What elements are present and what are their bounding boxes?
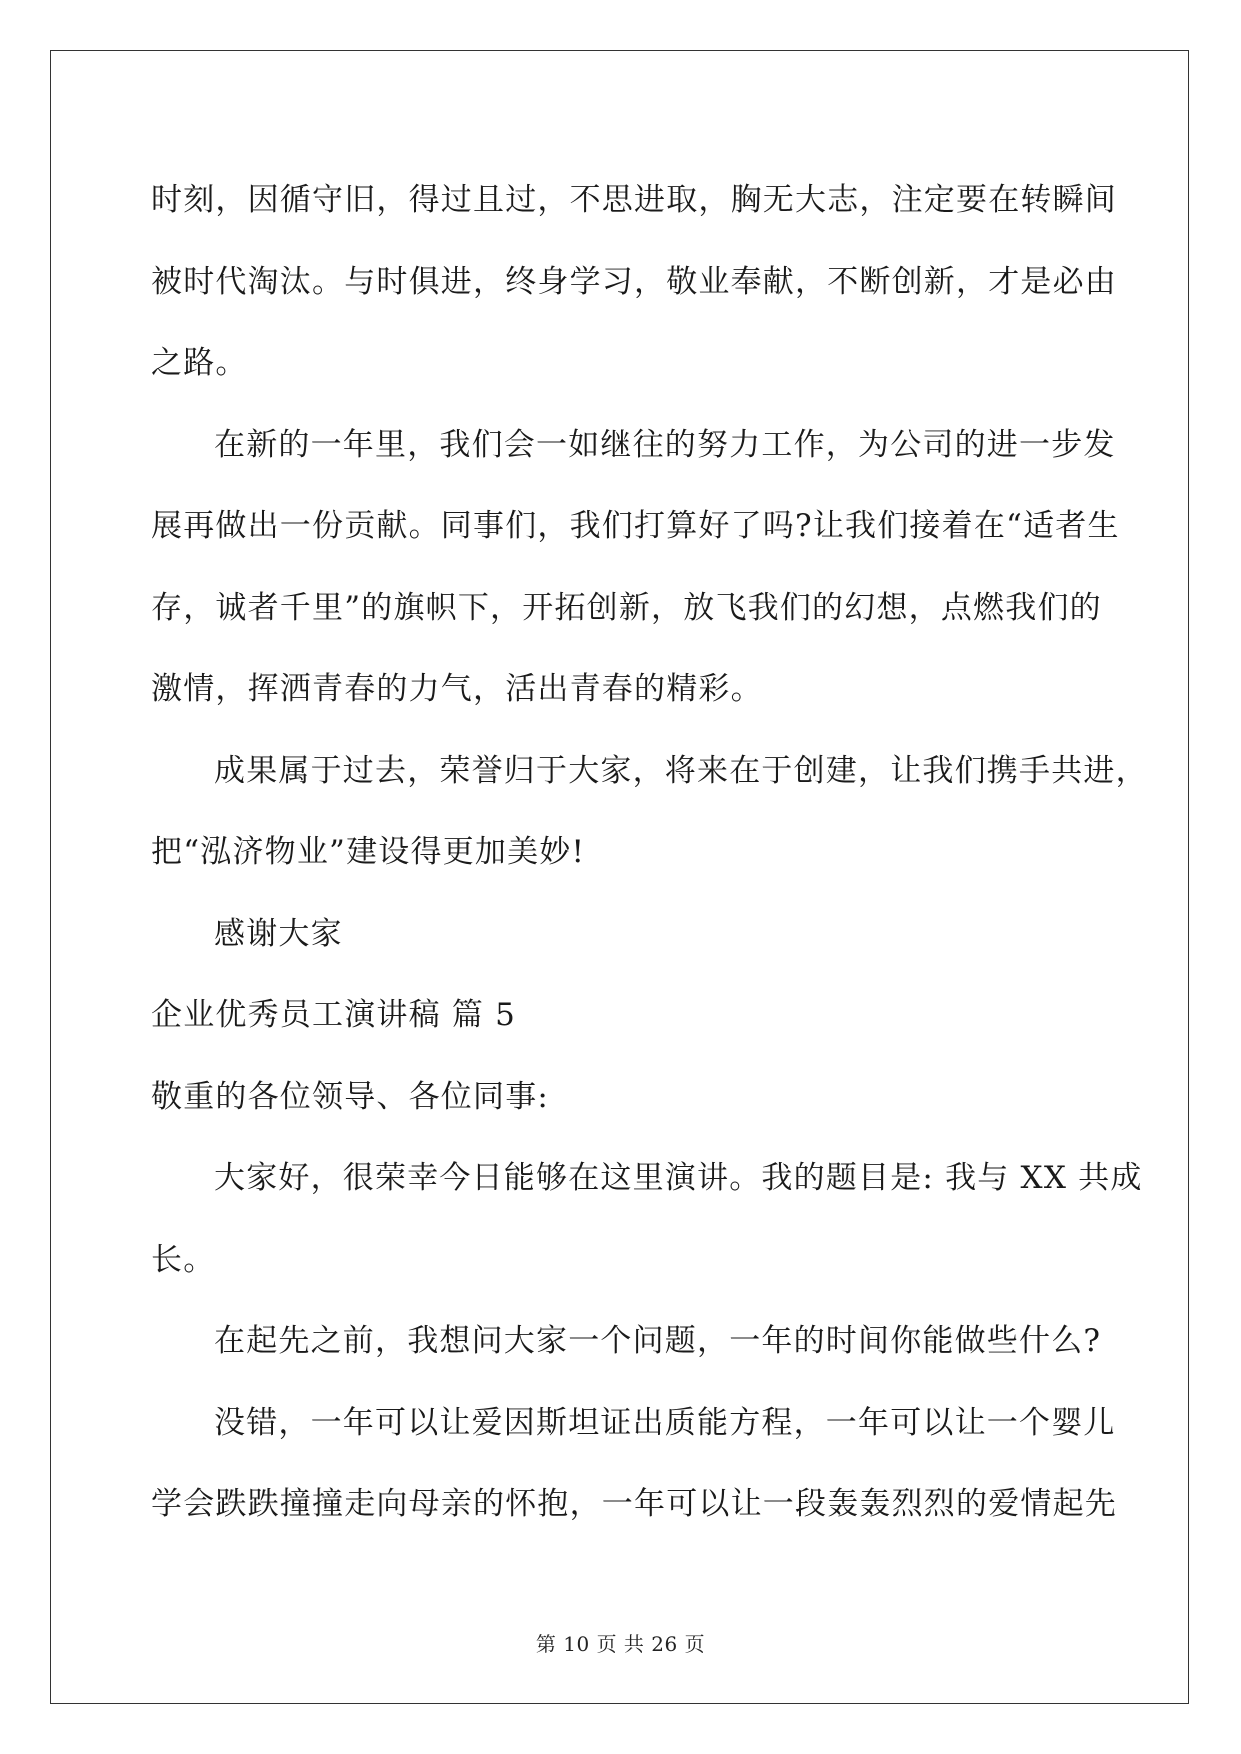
salutation: 敬重的各位领导、各位同事:: [151, 1078, 550, 1115]
paragraph-start: 在起先之前，我想问大家一个问题，一年的时间你能做些什么?: [214, 1323, 1102, 1359]
text-line: 时刻，因循守旧，得过且过，不思进取，胸无大志，注定要在转瞬间: [151, 182, 1117, 218]
section-heading: 企业优秀员工演讲稿 篇 5: [151, 997, 517, 1033]
text-line: 被时代淘汰。与时俱进，终身学习，敬业奉献，不断创新，才是必由: [151, 263, 1117, 300]
paragraph-start: 没错，一年可以让爱因斯坦证出质能方程，一年可以让一个婴儿: [214, 1404, 1116, 1441]
text-line: 展再做出一份贡献。同事们，我们打算好了吗?让我们接着在“适者生: [151, 508, 1120, 544]
text-line: 激情，挥洒青春的力气，活出青春的精彩。: [151, 671, 763, 707]
paragraph-start: 在新的一年里，我们会一如继往的努力工作，为公司的进一步发: [214, 426, 1116, 463]
text-line: 之路。: [151, 345, 248, 381]
document-body: [151, 160, 1148, 1546]
text-line: 学会跌跌撞撞走向母亲的怀抱，一年可以让一段轰轰烈烈的爱情起先: [151, 1486, 1117, 1522]
paragraph-start: 大家好，很荣幸今日能够在这里演讲。我的题目是: 我与 XX 共成: [214, 1160, 1143, 1196]
text-line: 把“泓济物业”建设得更加美妙!: [151, 834, 586, 870]
text-line: 长。: [151, 1241, 216, 1278]
text-line: 存，诚者千里”的旗帜下，开拓创新，放飞我们的幻想，点燃我们的: [151, 589, 1102, 626]
page-number-footer: 第 10 页 共 26 页: [535, 1632, 706, 1656]
closing-thanks: 感谢大家: [214, 915, 343, 952]
paragraph-start: 成果属于过去，荣誉归于大家，将来在于创建，让我们携手共进，: [214, 752, 1148, 789]
